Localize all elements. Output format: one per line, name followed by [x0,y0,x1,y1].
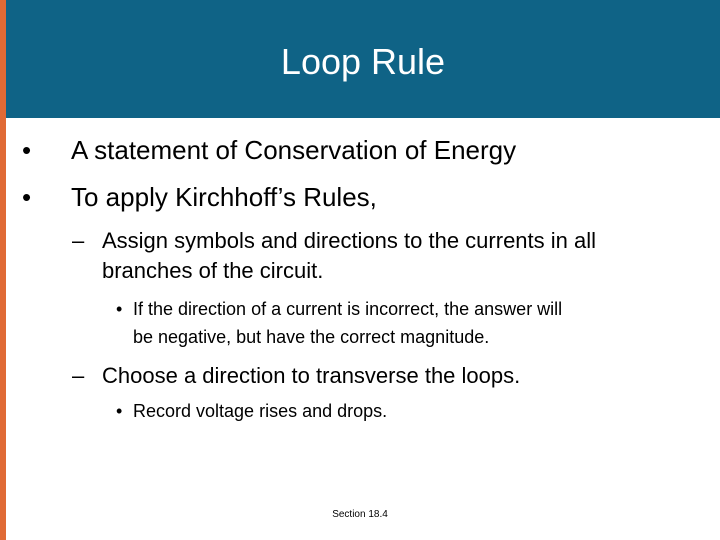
sub-sub-bullet-record-voltage: Record voltage rises and drops. [133,401,388,421]
sub-bullet-choose-direction: Choose a direction to transverse the loops. [102,363,521,388]
sub-bullet-assign-symbols-line2: branches of the circuit. [102,258,324,283]
bullet-conservation-of-energy: A statement of Conservation of Energy [71,135,517,165]
dash-marker: – [72,363,85,388]
sub-sub-bullet-direction-incorrect-line1: If the direction of a current is incorrect, the answer will [133,299,563,319]
bullet-marker-small: • [116,401,123,421]
slide-footer-section: Section 18.4 [332,509,388,520]
bullet-marker: • [22,182,32,212]
bullet-marker-small: • [116,299,123,319]
sub-bullet-assign-symbols-line1: Assign symbols and directions to the currents in all [102,228,597,253]
dash-marker: – [72,228,85,253]
bullet-marker: • [22,135,32,165]
slide-title: Loop Rule [280,41,446,82]
bullet-kirchhoff-rules: To apply Kirchhoff’s Rules, [71,182,377,212]
sub-sub-bullet-direction-incorrect-line2: be negative, but have the correct magnitude. [133,327,490,347]
